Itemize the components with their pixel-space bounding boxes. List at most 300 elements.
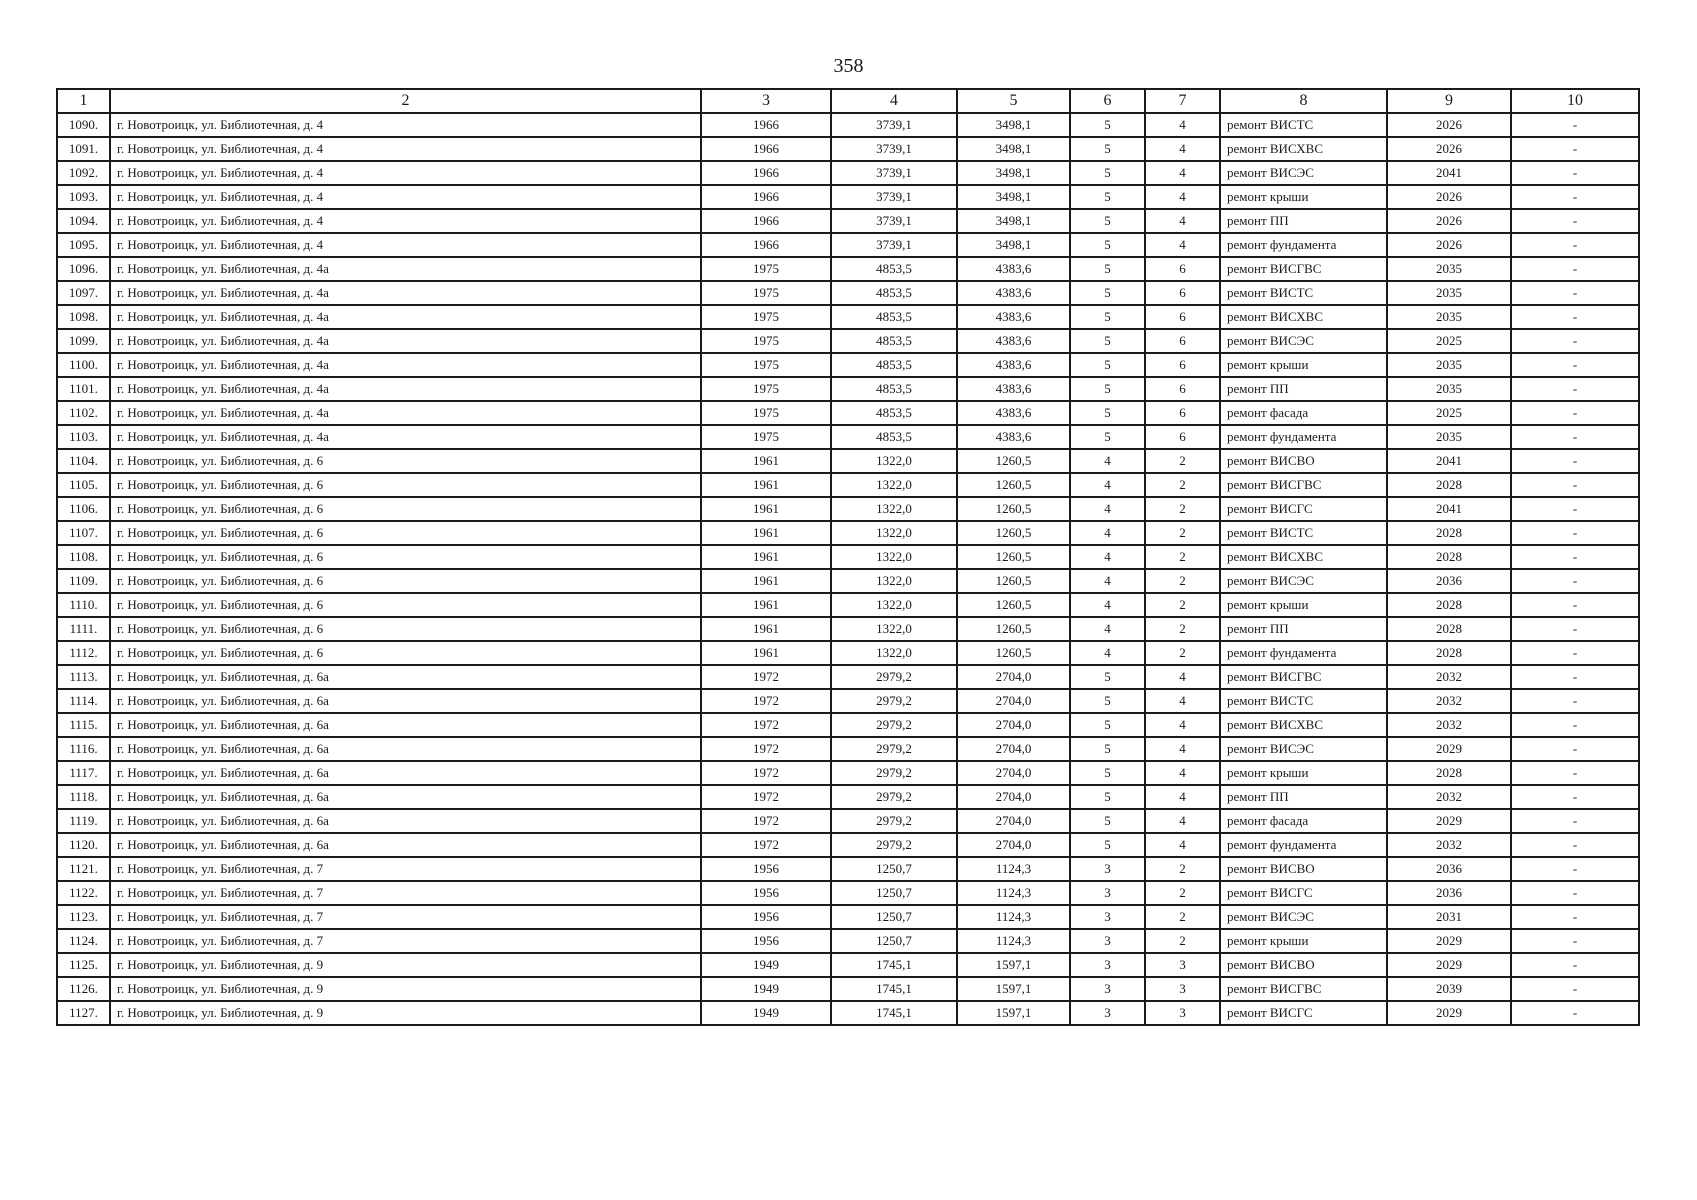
note-cell: - (1511, 233, 1639, 257)
address-cell: г. Новотроицк, ул. Библиотечная, д. 6а (110, 785, 701, 809)
work-type-cell: ремонт фундамента (1220, 641, 1387, 665)
work-type-cell: ремонт ВИСГВС (1220, 977, 1387, 1001)
total-area-cell: 4853,5 (831, 377, 957, 401)
living-area-cell: 4383,6 (957, 257, 1070, 281)
work-type-cell: ремонт ВИСЭС (1220, 737, 1387, 761)
year-built-cell: 1975 (701, 377, 831, 401)
address-cell: г. Новотроицк, ул. Библиотечная, д. 9 (110, 953, 701, 977)
floors-cell: 3 (1070, 857, 1145, 881)
row-number-cell: 1101. (57, 377, 110, 401)
work-type-cell: ремонт ВИСГС (1220, 497, 1387, 521)
living-area-cell: 1124,3 (957, 881, 1070, 905)
entrances-cell: 2 (1145, 905, 1220, 929)
row-number-cell: 1102. (57, 401, 110, 425)
row-number-cell: 1112. (57, 641, 110, 665)
address-cell: г. Новотроицк, ул. Библиотечная, д. 9 (110, 977, 701, 1001)
repair-year-cell: 2041 (1387, 449, 1511, 473)
living-area-cell: 1260,5 (957, 545, 1070, 569)
work-type-cell: ремонт крыши (1220, 185, 1387, 209)
floors-cell: 5 (1070, 113, 1145, 137)
note-cell: - (1511, 113, 1639, 137)
table-row (57, 329, 1639, 353)
total-area-cell: 2979,2 (831, 713, 957, 737)
floors-cell: 5 (1070, 353, 1145, 377)
address-cell: г. Новотроицк, ул. Библиотечная, д. 6а (110, 737, 701, 761)
year-built-cell: 1972 (701, 761, 831, 785)
floors-cell: 4 (1070, 521, 1145, 545)
living-area-cell: 2704,0 (957, 833, 1070, 857)
repair-year-cell: 2041 (1387, 161, 1511, 185)
column-header: 7 (1145, 89, 1220, 113)
work-type-cell: ремонт ВИСВО (1220, 953, 1387, 977)
repair-year-cell: 2029 (1387, 953, 1511, 977)
repair-year-cell: 2039 (1387, 977, 1511, 1001)
address-cell: г. Новотроицк, ул. Библиотечная, д. 6 (110, 569, 701, 593)
address-cell: г. Новотроицк, ул. Библиотечная, д. 4 (110, 113, 701, 137)
note-cell: - (1511, 857, 1639, 881)
work-type-cell: ремонт ВИСТС (1220, 113, 1387, 137)
table-row (57, 713, 1639, 737)
repair-year-cell: 2029 (1387, 809, 1511, 833)
living-area-cell: 1260,5 (957, 569, 1070, 593)
floors-cell: 5 (1070, 425, 1145, 449)
total-area-cell: 1322,0 (831, 545, 957, 569)
work-type-cell: ремонт ВИСГВС (1220, 257, 1387, 281)
repair-year-cell: 2028 (1387, 473, 1511, 497)
table-row (57, 929, 1639, 953)
work-type-cell: ремонт фасада (1220, 401, 1387, 425)
row-number-cell: 1107. (57, 521, 110, 545)
work-type-cell: ремонт ВИСТС (1220, 281, 1387, 305)
work-type-cell: ремонт ВИСХВС (1220, 305, 1387, 329)
floors-cell: 5 (1070, 305, 1145, 329)
work-type-cell: ремонт крыши (1220, 593, 1387, 617)
year-built-cell: 1966 (701, 137, 831, 161)
total-area-cell: 2979,2 (831, 809, 957, 833)
repair-year-cell: 2035 (1387, 353, 1511, 377)
total-area-cell: 4853,5 (831, 305, 957, 329)
column-header: 8 (1220, 89, 1387, 113)
row-number-cell: 1092. (57, 161, 110, 185)
year-built-cell: 1956 (701, 857, 831, 881)
year-built-cell: 1961 (701, 521, 831, 545)
floors-cell: 3 (1070, 977, 1145, 1001)
table-row (57, 113, 1639, 137)
floors-cell: 5 (1070, 665, 1145, 689)
floors-cell: 3 (1070, 929, 1145, 953)
repair-year-cell: 2036 (1387, 569, 1511, 593)
year-built-cell: 1975 (701, 329, 831, 353)
living-area-cell: 3498,1 (957, 185, 1070, 209)
table-row (57, 857, 1639, 881)
table-row (57, 809, 1639, 833)
entrances-cell: 4 (1145, 689, 1220, 713)
row-number-cell: 1118. (57, 785, 110, 809)
row-number-cell: 1096. (57, 257, 110, 281)
table-row (57, 281, 1639, 305)
living-area-cell: 3498,1 (957, 113, 1070, 137)
entrances-cell: 3 (1145, 953, 1220, 977)
address-cell: г. Новотроицк, ул. Библиотечная, д. 7 (110, 881, 701, 905)
work-type-cell: ремонт ВИСЭС (1220, 161, 1387, 185)
living-area-cell: 3498,1 (957, 233, 1070, 257)
repair-year-cell: 2035 (1387, 281, 1511, 305)
row-number-cell: 1099. (57, 329, 110, 353)
floors-cell: 5 (1070, 329, 1145, 353)
year-built-cell: 1972 (701, 809, 831, 833)
floors-cell: 5 (1070, 209, 1145, 233)
column-header: 9 (1387, 89, 1511, 113)
table-row (57, 257, 1639, 281)
total-area-cell: 3739,1 (831, 113, 957, 137)
row-number-cell: 1093. (57, 185, 110, 209)
note-cell: - (1511, 521, 1639, 545)
address-cell: г. Новотроицк, ул. Библиотечная, д. 6а (110, 689, 701, 713)
table-row (57, 209, 1639, 233)
table-row (57, 689, 1639, 713)
entrances-cell: 4 (1145, 209, 1220, 233)
address-cell: г. Новотроицк, ул. Библиотечная, д. 4а (110, 329, 701, 353)
table-row (57, 473, 1639, 497)
living-area-cell: 1260,5 (957, 593, 1070, 617)
note-cell: - (1511, 185, 1639, 209)
repair-year-cell: 2025 (1387, 329, 1511, 353)
address-cell: г. Новотроицк, ул. Библиотечная, д. 6 (110, 593, 701, 617)
page-number: 358 (833, 55, 864, 77)
column-header: 6 (1070, 89, 1145, 113)
entrances-cell: 6 (1145, 281, 1220, 305)
table-row (57, 569, 1639, 593)
repair-year-cell: 2026 (1387, 113, 1511, 137)
living-area-cell: 1260,5 (957, 617, 1070, 641)
work-type-cell: ремонт ВИСЭС (1220, 905, 1387, 929)
note-cell: - (1511, 593, 1639, 617)
total-area-cell: 1322,0 (831, 593, 957, 617)
row-number-cell: 1119. (57, 809, 110, 833)
note-cell: - (1511, 713, 1639, 737)
address-cell: г. Новотроицк, ул. Библиотечная, д. 6а (110, 809, 701, 833)
table-row (57, 785, 1639, 809)
table-body (57, 113, 1639, 1025)
repair-year-cell: 2035 (1387, 257, 1511, 281)
total-area-cell: 1250,7 (831, 857, 957, 881)
repair-year-cell: 2035 (1387, 305, 1511, 329)
note-cell: - (1511, 689, 1639, 713)
note-cell: - (1511, 425, 1639, 449)
row-number-cell: 1123. (57, 905, 110, 929)
address-cell: г. Новотроицк, ул. Библиотечная, д. 6 (110, 497, 701, 521)
work-type-cell: ремонт ПП (1220, 617, 1387, 641)
repair-year-cell: 2032 (1387, 713, 1511, 737)
total-area-cell: 1745,1 (831, 977, 957, 1001)
repair-year-cell: 2025 (1387, 401, 1511, 425)
living-area-cell: 3498,1 (957, 161, 1070, 185)
work-type-cell: ремонт ВИСГС (1220, 1001, 1387, 1025)
repair-year-cell: 2026 (1387, 209, 1511, 233)
entrances-cell: 2 (1145, 929, 1220, 953)
column-header: 5 (957, 89, 1070, 113)
floors-cell: 5 (1070, 761, 1145, 785)
work-type-cell: ремонт ВИСТС (1220, 521, 1387, 545)
work-type-cell: ремонт фундамента (1220, 233, 1387, 257)
entrances-cell: 3 (1145, 977, 1220, 1001)
floors-cell: 4 (1070, 569, 1145, 593)
address-cell: г. Новотроицк, ул. Библиотечная, д. 6 (110, 521, 701, 545)
floors-cell: 5 (1070, 185, 1145, 209)
year-built-cell: 1966 (701, 161, 831, 185)
repair-year-cell: 2028 (1387, 593, 1511, 617)
living-area-cell: 4383,6 (957, 305, 1070, 329)
repair-year-cell: 2032 (1387, 689, 1511, 713)
floors-cell: 5 (1070, 401, 1145, 425)
entrances-cell: 4 (1145, 737, 1220, 761)
row-number-cell: 1110. (57, 593, 110, 617)
entrances-cell: 2 (1145, 545, 1220, 569)
living-area-cell: 3498,1 (957, 209, 1070, 233)
work-type-cell: ремонт ПП (1220, 209, 1387, 233)
entrances-cell: 6 (1145, 425, 1220, 449)
year-built-cell: 1961 (701, 449, 831, 473)
note-cell: - (1511, 641, 1639, 665)
entrances-cell: 4 (1145, 761, 1220, 785)
floors-cell: 5 (1070, 161, 1145, 185)
repair-year-cell: 2028 (1387, 617, 1511, 641)
address-cell: г. Новотроицк, ул. Библиотечная, д. 4 (110, 161, 701, 185)
floors-cell: 5 (1070, 785, 1145, 809)
year-built-cell: 1975 (701, 281, 831, 305)
repair-year-cell: 2026 (1387, 137, 1511, 161)
entrances-cell: 6 (1145, 305, 1220, 329)
total-area-cell: 1250,7 (831, 905, 957, 929)
note-cell: - (1511, 497, 1639, 521)
repair-year-cell: 2028 (1387, 641, 1511, 665)
table-row (57, 665, 1639, 689)
row-number-cell: 1095. (57, 233, 110, 257)
year-built-cell: 1956 (701, 881, 831, 905)
living-area-cell: 2704,0 (957, 737, 1070, 761)
address-cell: г. Новотроицк, ул. Библиотечная, д. 4а (110, 353, 701, 377)
entrances-cell: 2 (1145, 617, 1220, 641)
floors-cell: 5 (1070, 233, 1145, 257)
year-built-cell: 1972 (701, 689, 831, 713)
year-built-cell: 1972 (701, 833, 831, 857)
row-number-cell: 1091. (57, 137, 110, 161)
table-row (57, 617, 1639, 641)
living-area-cell: 3498,1 (957, 137, 1070, 161)
living-area-cell: 2704,0 (957, 665, 1070, 689)
floors-cell: 4 (1070, 593, 1145, 617)
year-built-cell: 1949 (701, 953, 831, 977)
table-row (57, 497, 1639, 521)
address-cell: г. Новотроицк, ул. Библиотечная, д. 6 (110, 641, 701, 665)
address-cell: г. Новотроицк, ул. Библиотечная, д. 4а (110, 401, 701, 425)
address-cell: г. Новотроицк, ул. Библиотечная, д. 6а (110, 761, 701, 785)
address-cell: г. Новотроицк, ул. Библиотечная, д. 4а (110, 257, 701, 281)
row-number-cell: 1108. (57, 545, 110, 569)
note-cell: - (1511, 449, 1639, 473)
living-area-cell: 4383,6 (957, 281, 1070, 305)
floors-cell: 5 (1070, 809, 1145, 833)
note-cell: - (1511, 401, 1639, 425)
repair-year-cell: 2028 (1387, 545, 1511, 569)
entrances-cell: 2 (1145, 473, 1220, 497)
total-area-cell: 2979,2 (831, 833, 957, 857)
entrances-cell: 6 (1145, 329, 1220, 353)
work-type-cell: ремонт ВИСХВС (1220, 713, 1387, 737)
note-cell: - (1511, 161, 1639, 185)
note-cell: - (1511, 209, 1639, 233)
entrances-cell: 2 (1145, 593, 1220, 617)
entrances-cell: 4 (1145, 233, 1220, 257)
repair-year-cell: 2029 (1387, 737, 1511, 761)
table-row (57, 833, 1639, 857)
work-type-cell: ремонт фундамента (1220, 833, 1387, 857)
row-number-cell: 1098. (57, 305, 110, 329)
repair-schedule-table (56, 88, 1640, 1026)
row-number-cell: 1125. (57, 953, 110, 977)
year-built-cell: 1966 (701, 209, 831, 233)
table-row (57, 377, 1639, 401)
work-type-cell: ремонт крыши (1220, 353, 1387, 377)
work-type-cell: ремонт ВИСЭС (1220, 329, 1387, 353)
row-number-cell: 1090. (57, 113, 110, 137)
note-cell: - (1511, 377, 1639, 401)
note-cell: - (1511, 545, 1639, 569)
note-cell: - (1511, 881, 1639, 905)
living-area-cell: 4383,6 (957, 377, 1070, 401)
total-area-cell: 1322,0 (831, 521, 957, 545)
year-built-cell: 1972 (701, 665, 831, 689)
note-cell: - (1511, 737, 1639, 761)
year-built-cell: 1975 (701, 401, 831, 425)
living-area-cell: 1597,1 (957, 1001, 1070, 1025)
row-number-cell: 1111. (57, 617, 110, 641)
work-type-cell: ремонт ПП (1220, 377, 1387, 401)
year-built-cell: 1975 (701, 353, 831, 377)
table-row (57, 353, 1639, 377)
living-area-cell: 1260,5 (957, 521, 1070, 545)
total-area-cell: 1250,7 (831, 881, 957, 905)
total-area-cell: 1745,1 (831, 1001, 957, 1025)
row-number-cell: 1103. (57, 425, 110, 449)
floors-cell: 3 (1070, 881, 1145, 905)
year-built-cell: 1961 (701, 497, 831, 521)
column-header: 3 (701, 89, 831, 113)
address-cell: г. Новотроицк, ул. Библиотечная, д. 7 (110, 929, 701, 953)
repair-year-cell: 2029 (1387, 1001, 1511, 1025)
table-row (57, 425, 1639, 449)
floors-cell: 4 (1070, 545, 1145, 569)
floors-cell: 5 (1070, 377, 1145, 401)
table-row (57, 977, 1639, 1001)
entrances-cell: 2 (1145, 857, 1220, 881)
year-built-cell: 1972 (701, 737, 831, 761)
floors-cell: 4 (1070, 497, 1145, 521)
living-area-cell: 2704,0 (957, 713, 1070, 737)
note-cell: - (1511, 809, 1639, 833)
living-area-cell: 4383,6 (957, 329, 1070, 353)
living-area-cell: 1124,3 (957, 905, 1070, 929)
column-header: 4 (831, 89, 957, 113)
address-cell: г. Новотроицк, ул. Библиотечная, д. 6 (110, 617, 701, 641)
work-type-cell: ремонт ВИСГС (1220, 881, 1387, 905)
floors-cell: 5 (1070, 833, 1145, 857)
row-number-cell: 1120. (57, 833, 110, 857)
entrances-cell: 4 (1145, 665, 1220, 689)
floors-cell: 5 (1070, 137, 1145, 161)
work-type-cell: ремонт ВИСТС (1220, 689, 1387, 713)
table-row (57, 905, 1639, 929)
year-built-cell: 1961 (701, 617, 831, 641)
year-built-cell: 1961 (701, 641, 831, 665)
row-number-cell: 1126. (57, 977, 110, 1001)
header-row (57, 89, 1639, 113)
repair-year-cell: 2041 (1387, 497, 1511, 521)
address-cell: г. Новотроицк, ул. Библиотечная, д. 4а (110, 281, 701, 305)
work-type-cell: ремонт ВИСГВС (1220, 665, 1387, 689)
total-area-cell: 1322,0 (831, 641, 957, 665)
repair-year-cell: 2028 (1387, 761, 1511, 785)
entrances-cell: 2 (1145, 521, 1220, 545)
living-area-cell: 2704,0 (957, 689, 1070, 713)
table-row (57, 521, 1639, 545)
total-area-cell: 1322,0 (831, 449, 957, 473)
table-header (57, 89, 1639, 113)
repair-year-cell: 2036 (1387, 881, 1511, 905)
note-cell: - (1511, 953, 1639, 977)
row-number-cell: 1124. (57, 929, 110, 953)
entrances-cell: 4 (1145, 809, 1220, 833)
total-area-cell: 1322,0 (831, 617, 957, 641)
row-number-cell: 1121. (57, 857, 110, 881)
total-area-cell: 3739,1 (831, 161, 957, 185)
living-area-cell: 1124,3 (957, 929, 1070, 953)
table-row (57, 953, 1639, 977)
address-cell: г. Новотроицк, ул. Библиотечная, д. 7 (110, 905, 701, 929)
entrances-cell: 4 (1145, 161, 1220, 185)
total-area-cell: 2979,2 (831, 689, 957, 713)
total-area-cell: 4853,5 (831, 329, 957, 353)
floors-cell: 3 (1070, 1001, 1145, 1025)
work-type-cell: ремонт ВИСЭС (1220, 569, 1387, 593)
address-cell: г. Новотроицк, ул. Библиотечная, д. 6а (110, 713, 701, 737)
table-row (57, 593, 1639, 617)
work-type-cell: ремонт крыши (1220, 761, 1387, 785)
floors-cell: 3 (1070, 953, 1145, 977)
living-area-cell: 2704,0 (957, 809, 1070, 833)
row-number-cell: 1113. (57, 665, 110, 689)
address-cell: г. Новотроицк, ул. Библиотечная, д. 4а (110, 425, 701, 449)
row-number-cell: 1105. (57, 473, 110, 497)
total-area-cell: 4853,5 (831, 353, 957, 377)
column-header: 2 (110, 89, 701, 113)
row-number-cell: 1122. (57, 881, 110, 905)
address-cell: г. Новотроицк, ул. Библиотечная, д. 6 (110, 545, 701, 569)
row-number-cell: 1114. (57, 689, 110, 713)
address-cell: г. Новотроицк, ул. Библиотечная, д. 9 (110, 1001, 701, 1025)
work-type-cell: ремонт ВИСВО (1220, 857, 1387, 881)
total-area-cell: 3739,1 (831, 185, 957, 209)
repair-year-cell: 2026 (1387, 185, 1511, 209)
address-cell: г. Новотроицк, ул. Библиотечная, д. 6 (110, 449, 701, 473)
floors-cell: 4 (1070, 617, 1145, 641)
entrances-cell: 4 (1145, 113, 1220, 137)
column-header: 10 (1511, 89, 1639, 113)
address-cell: г. Новотроицк, ул. Библиотечная, д. 4 (110, 233, 701, 257)
total-area-cell: 3739,1 (831, 137, 957, 161)
repair-year-cell: 2028 (1387, 521, 1511, 545)
living-area-cell: 1597,1 (957, 953, 1070, 977)
